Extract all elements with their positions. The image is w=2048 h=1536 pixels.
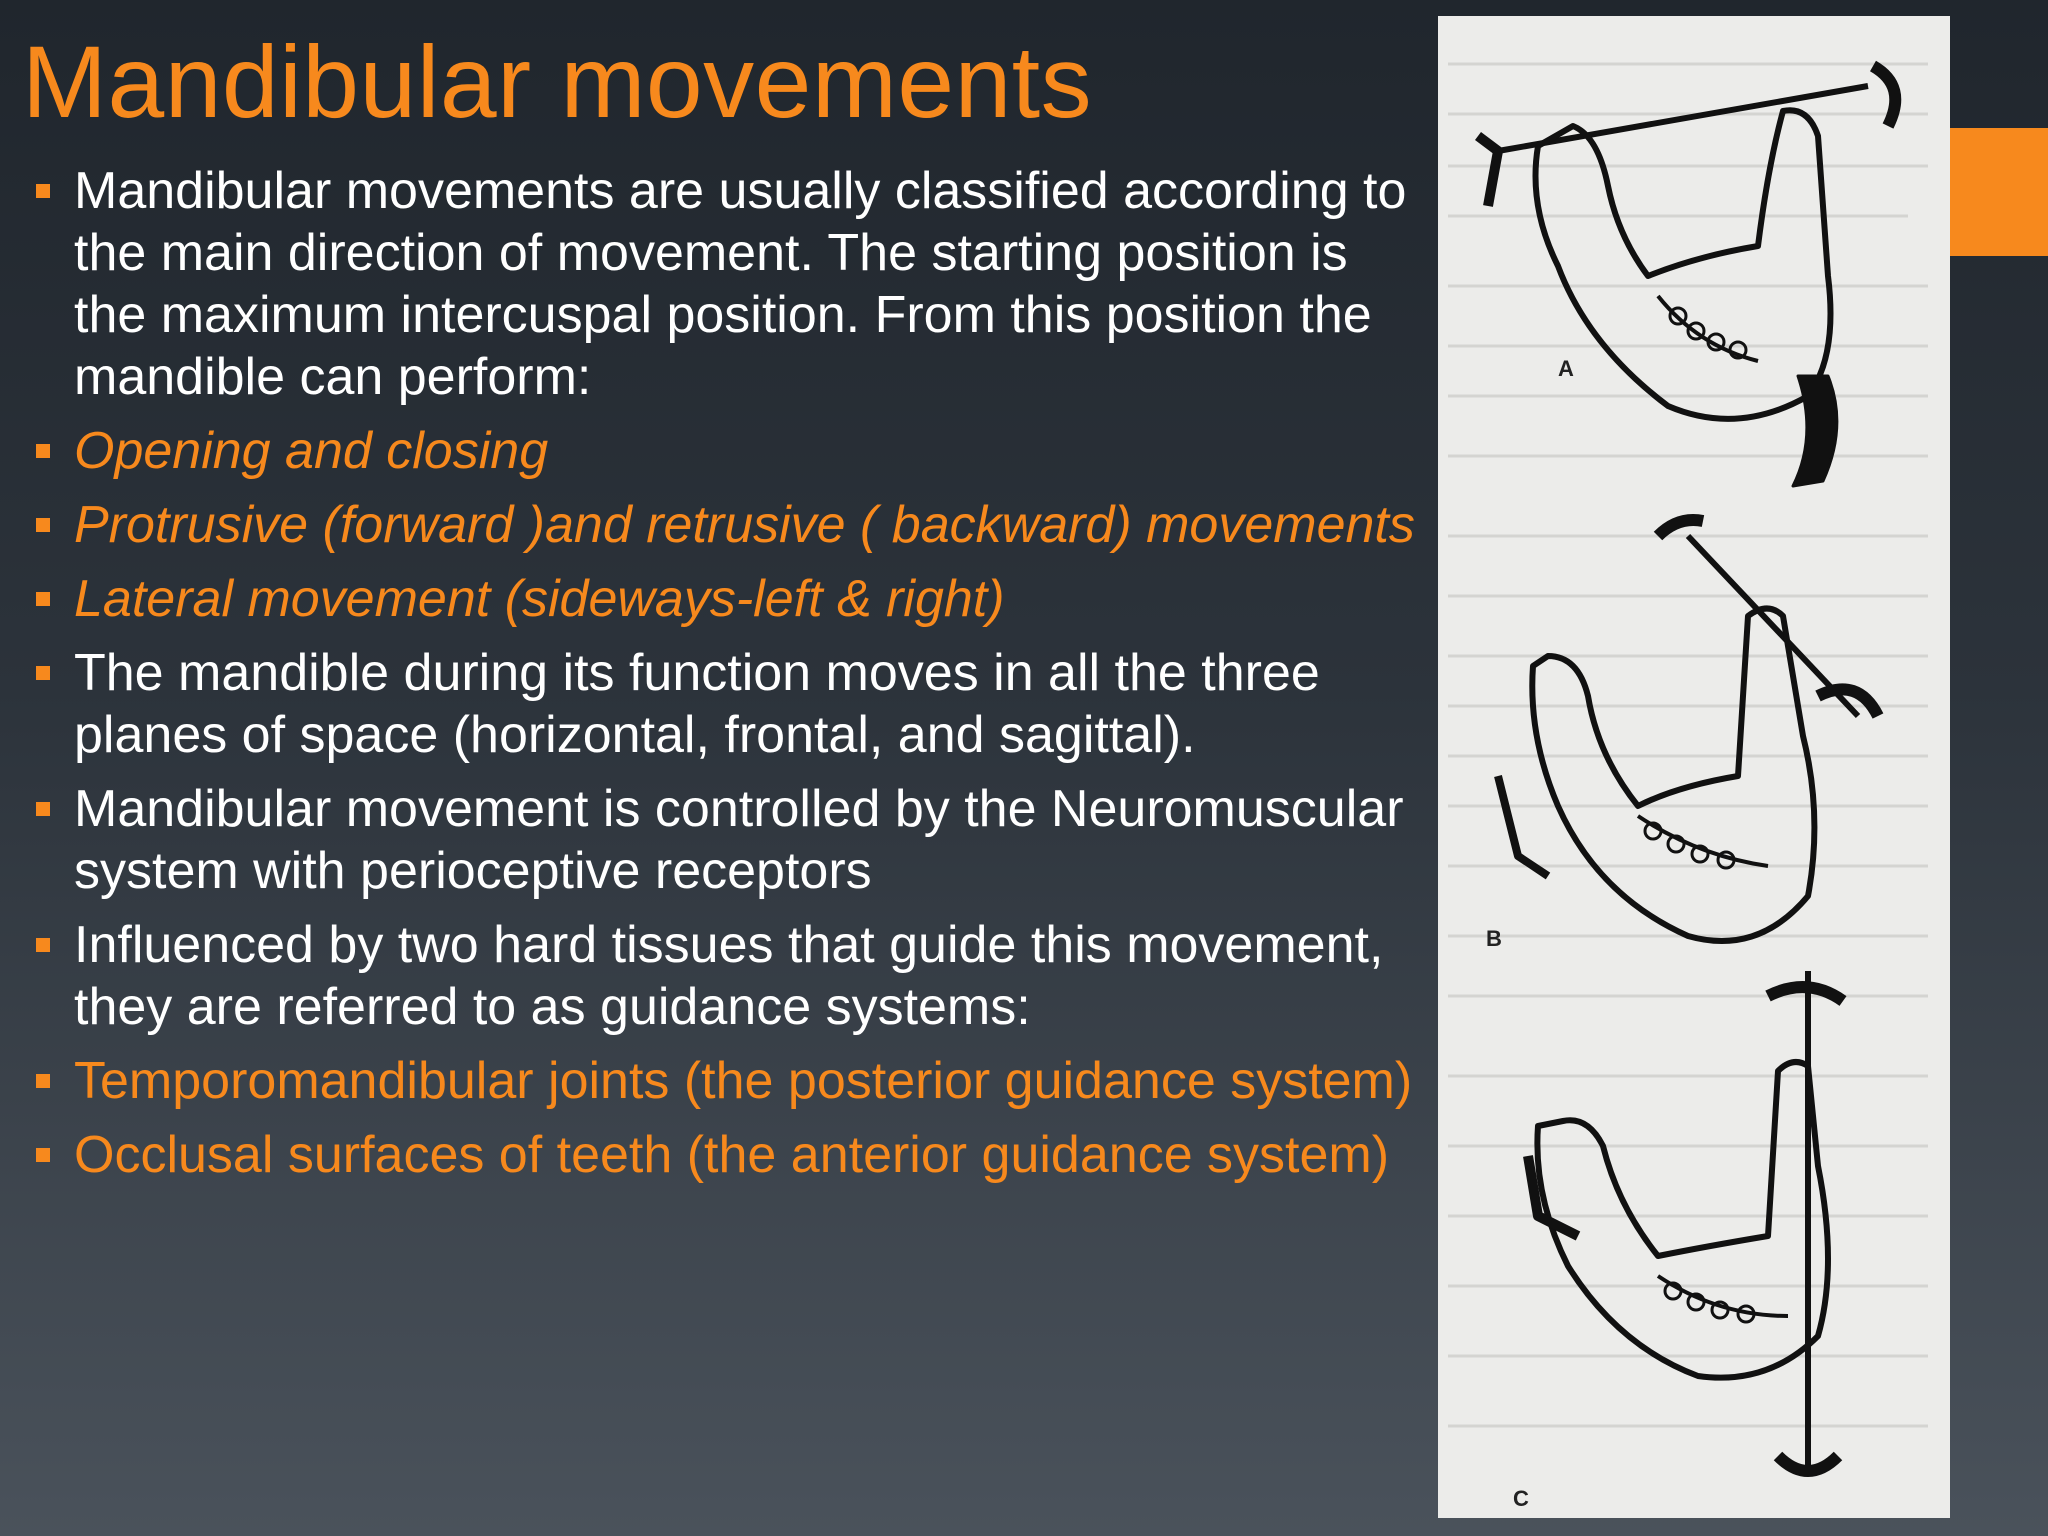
bullet-marker [36,592,50,606]
slide-title: Mandibular movements [22,25,1093,139]
bullet-text: Lateral movement (sideways-left & right) [74,570,1005,628]
bullet-marker [36,184,50,198]
bullet-item [34,420,1434,482]
bullet-text: Occlusal surfaces of teeth (the anterior guidance system) [74,1126,1390,1184]
mandible-a [1478,66,1895,486]
bullet-item [34,494,1434,556]
bullet-text: Mandibular movement is controlled by the Neuromuscular system with perioceptive receptors [74,780,1404,900]
mandible-figure [1438,16,1950,1518]
bullet-item [34,914,1434,1038]
accent-bar [1950,128,2048,256]
bullet-text: Influenced by two hard tissues that guide this movement, they are referred to as guidance systems: [74,916,1384,1036]
bullet-text: Protrusive (forward )and retrusive ( backward) movements [74,496,1415,554]
bullet-item [34,1050,1434,1112]
bullet-list [34,160,1434,1186]
bullet-marker [36,1074,50,1088]
bullet-marker [36,938,50,952]
bullet-marker [36,518,50,532]
mandible-c [1528,971,1843,1476]
mandible-illustration [1438,16,1950,1518]
bullet-text: Temporomandibular joints (the posterior guidance system) [74,1052,1413,1110]
background-text-lines [1448,64,1928,1426]
bullet-item [34,160,1434,408]
bullet-item [34,642,1434,766]
bullet-marker [36,666,50,680]
bullet-text: Mandibular movements are usually classified according to the main direction of movement. The starting position is the maximum intercuspal position. From this position the mandible can perform: [74,162,1407,406]
bullet-item [34,568,1434,630]
figure-label-a: A [1558,356,1574,381]
bullet-item [34,778,1434,902]
bullet-item [34,1124,1434,1186]
bullet-marker [36,1148,50,1162]
bullet-text: The mandible during its function moves in all the three planes of space (horizontal, frontal, and sagittal). [74,644,1320,764]
bullet-text: Opening and closing [74,422,549,480]
mandible-b [1498,520,1878,941]
bullet-marker [36,802,50,816]
figure-label-b: B [1486,926,1502,951]
bullet-marker [36,444,50,458]
figure-label-c: C [1513,1486,1529,1511]
